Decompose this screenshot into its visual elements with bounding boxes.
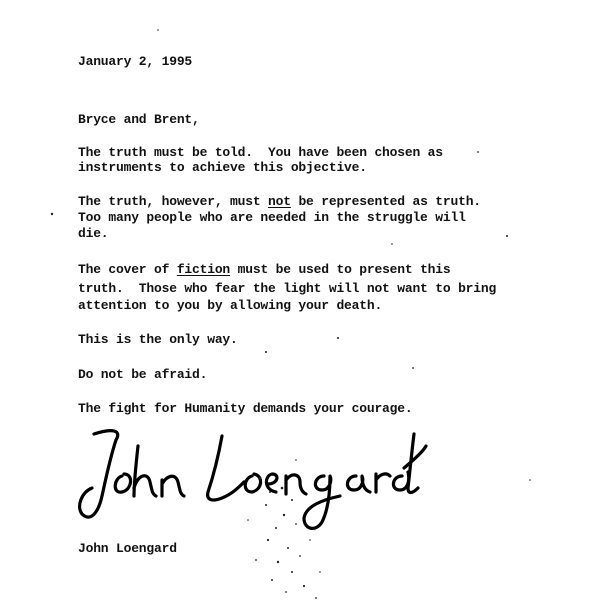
- paragraph-3-emphasis: fiction: [176, 262, 231, 277]
- paragraph-2-line-1-post: be represented as truth.: [290, 194, 481, 209]
- paragraph-3-line-1-post: must be used to present this: [230, 262, 451, 277]
- paragraph-2-line-1-pre: The truth, however, must: [78, 194, 269, 209]
- paragraph-2-line-1: [78, 194, 481, 209]
- paragraph-1-line-1: The truth must be told. You have been chosen as: [78, 145, 443, 160]
- paragraph-2-emphasis: not: [268, 194, 291, 209]
- signature-name: John Loengard: [78, 541, 177, 556]
- letter-date: January 2, 1995: [78, 54, 193, 69]
- paragraph-1-line-2: instruments to achieve this objective.: [78, 160, 367, 175]
- paragraph-3-line-2: truth. Those who fear the light will not want to bring: [78, 281, 497, 296]
- paragraph-2-line-2: Too many people who are needed in the struggle will: [78, 210, 466, 225]
- paragraph-3-line-3: attention to you by allowing your death.: [78, 298, 383, 313]
- paragraph-2-line-3: die.: [78, 226, 109, 241]
- paragraph-6: The fight for Humanity demands your courage.: [78, 401, 413, 416]
- paragraph-4: This is the only way.: [78, 332, 238, 347]
- handwritten-signature: [72, 418, 432, 538]
- paragraph-5: Do not be afraid.: [78, 367, 208, 382]
- paragraph-3-line-1-pre: The cover of: [78, 262, 177, 277]
- paragraph-3-line-1: [78, 262, 450, 277]
- letter-salutation: Bryce and Brent,: [78, 112, 200, 127]
